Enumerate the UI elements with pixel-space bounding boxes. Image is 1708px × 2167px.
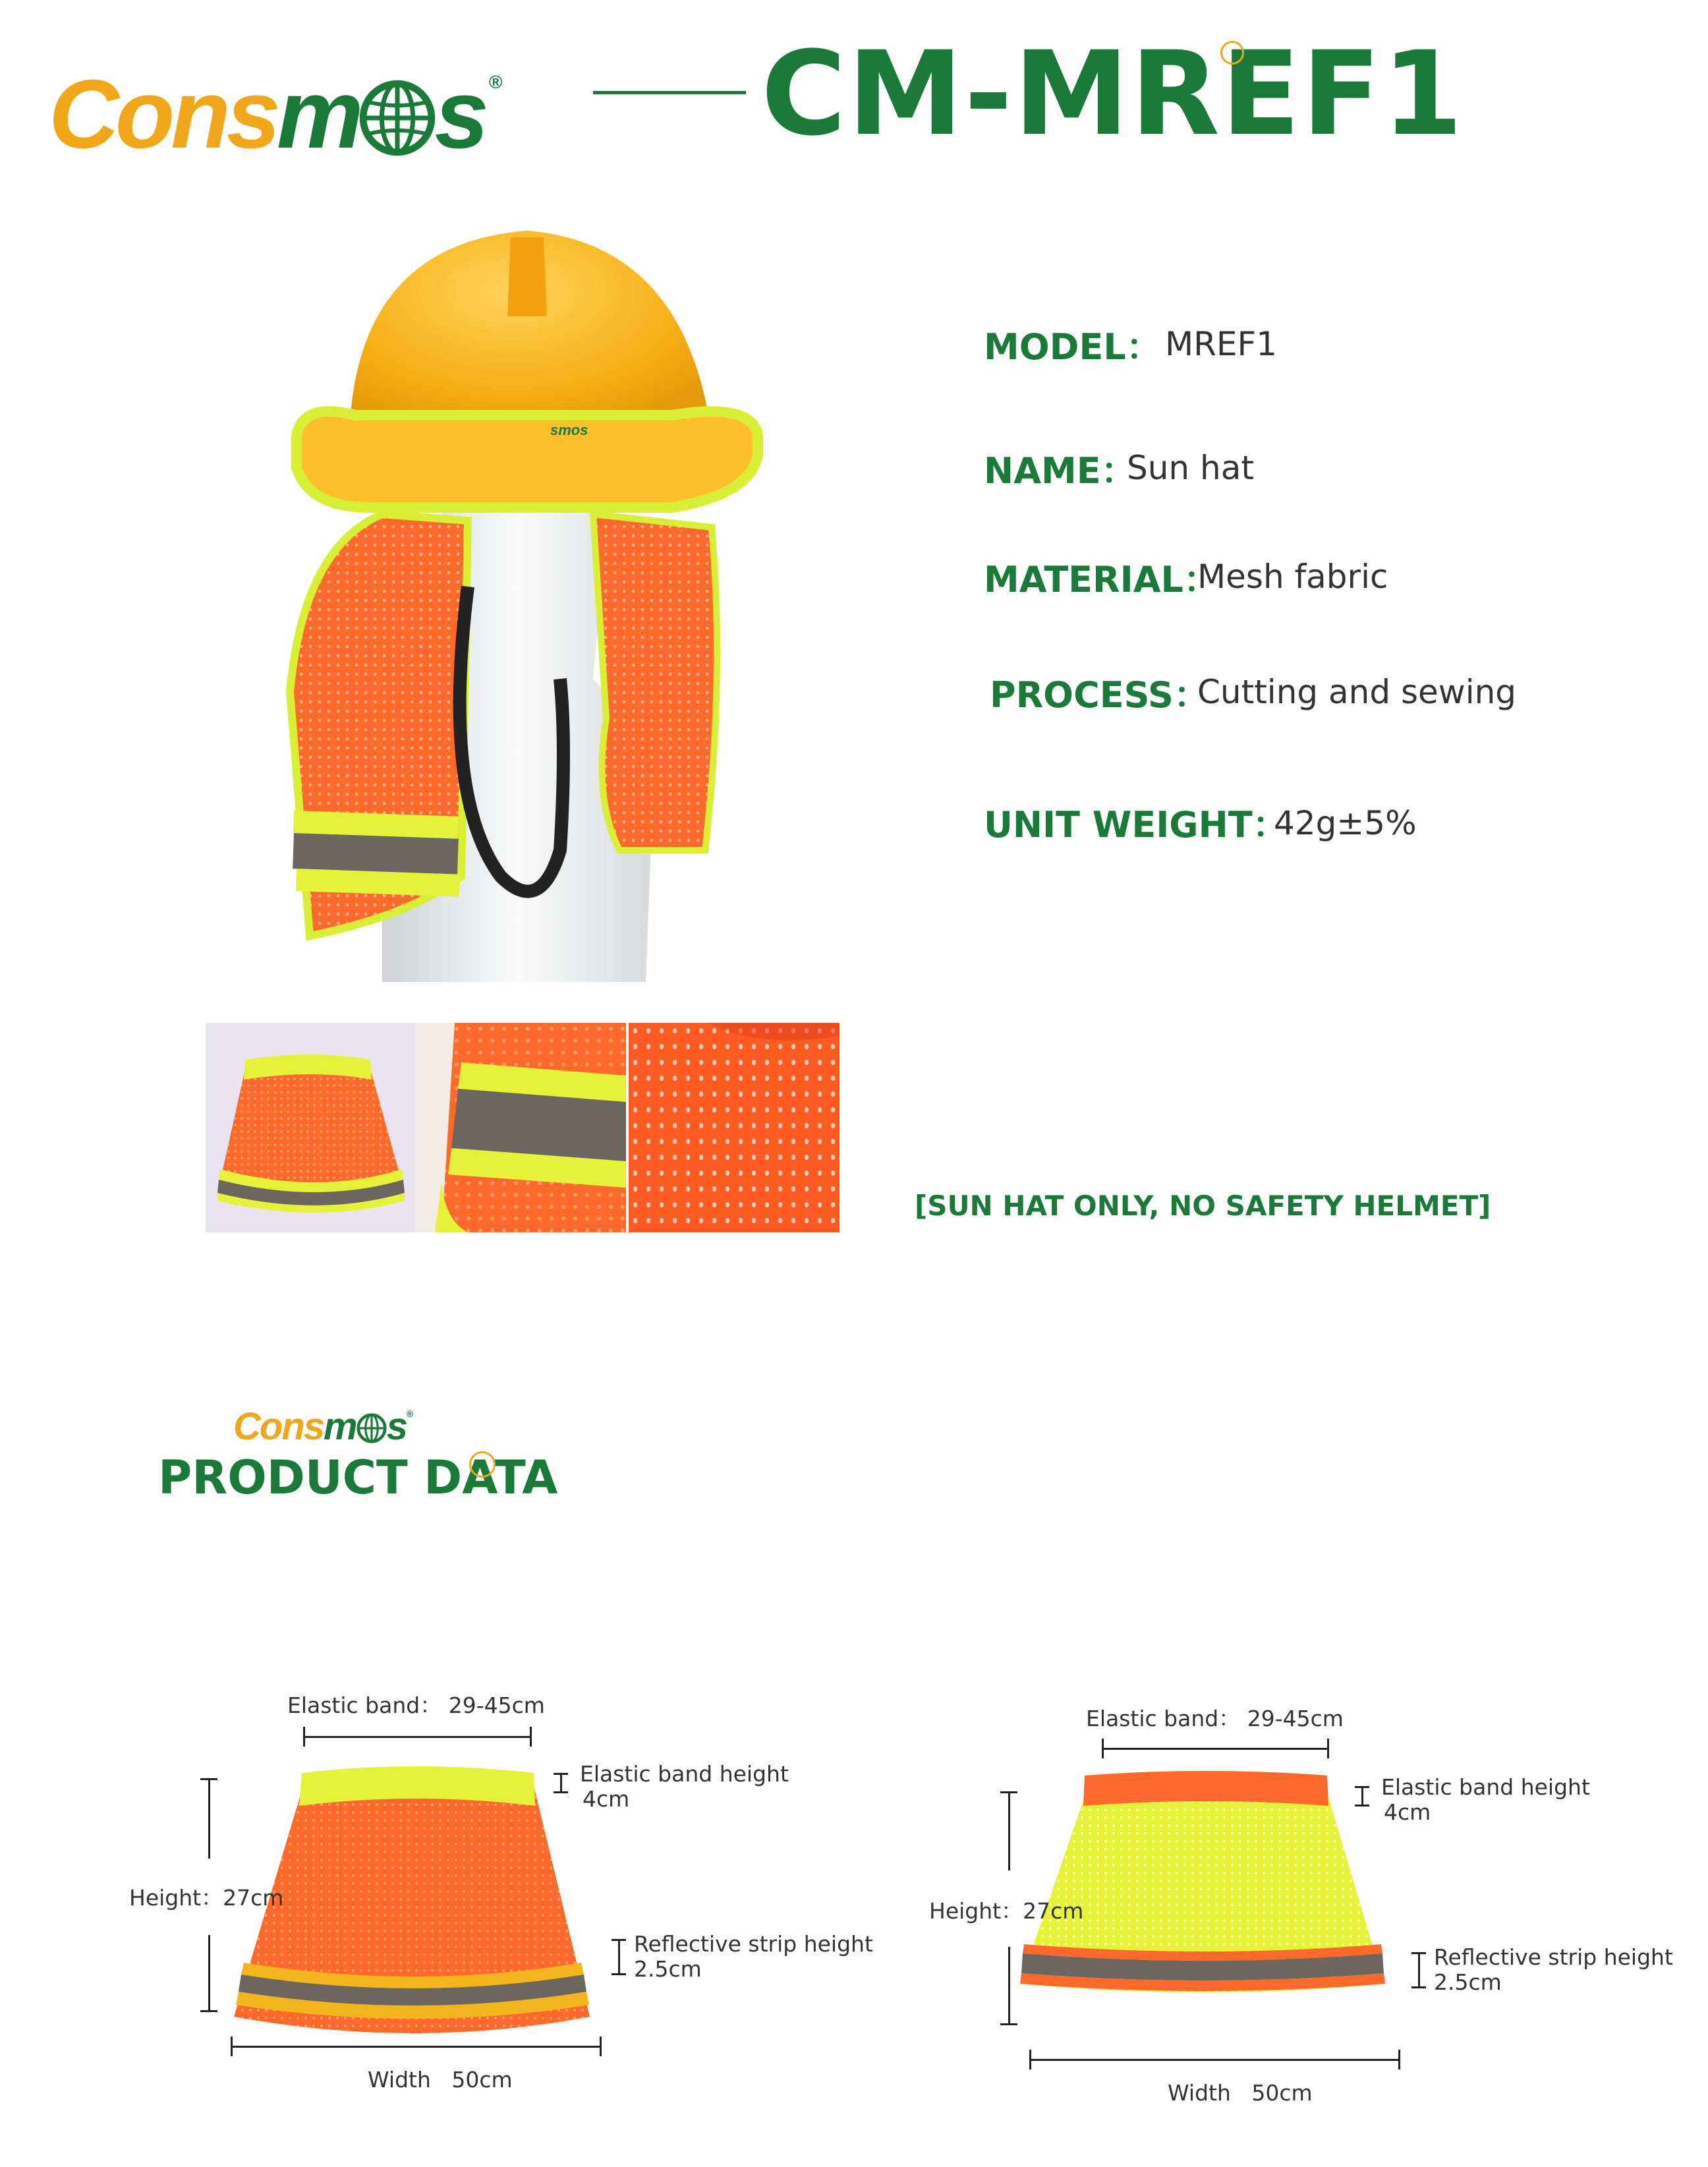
brand-logo-small	[233, 1392, 412, 1449]
brand-logo	[49, 33, 499, 169]
dim-line-height-top	[208, 1778, 210, 1859]
dim-tick	[1355, 1786, 1369, 1788]
dim-line-width	[231, 2046, 601, 2048]
spec-material-label: MATERIAL：	[984, 559, 1219, 600]
dim-width	[1168, 2080, 1313, 2106]
thumbnail-reflective-strip	[415, 1023, 626, 1232]
dim-reflective-label: Reflective strip height	[634, 1931, 873, 1957]
note-sun-hat-only: [SUN HAT ONLY, NO SAFETY HELMET]	[915, 1190, 1491, 1222]
dim-tick	[303, 1727, 305, 1747]
dim-height-value: 27cm	[1023, 1898, 1084, 1924]
dim-bracket	[1418, 1952, 1420, 1988]
section-title-product-data: PRODUCT DATA	[158, 1451, 558, 1505]
dim-bracket	[560, 1773, 562, 1793]
svg-text:smos: smos	[550, 422, 588, 438]
spec-material-value: Mesh fabric	[1197, 558, 1388, 596]
dim-elastic-band-label: Elastic band：	[1086, 1706, 1241, 1731]
brand-logo-small-text-3: s	[386, 1405, 407, 1448]
dim-line-height-bottom	[1008, 1947, 1010, 2025]
dim-tick	[1327, 1739, 1329, 1758]
spec-weight-label: UNIT WEIGHT：	[984, 804, 1288, 846]
dim-width-label: Width	[368, 2067, 431, 2093]
header-divider	[593, 91, 746, 94]
dim-tick	[1398, 2050, 1400, 2069]
product-photo-helmet	[250, 217, 797, 982]
brand-logo-text-2: m	[277, 60, 360, 169]
dim-tick	[200, 1778, 217, 1780]
spec-name-label: NAME：	[984, 450, 1137, 492]
decorative-circle-icon	[1220, 41, 1244, 65]
dim-line-width	[1029, 2059, 1400, 2061]
brand-logo-small-text-1: Cons	[233, 1405, 324, 1448]
dim-width-value: 50cm	[451, 2067, 513, 2093]
globe-icon	[356, 1413, 387, 1443]
dim-reflective-value: 2.5cm	[634, 1956, 702, 1982]
dim-height-label: Height：	[929, 1898, 1023, 1924]
brand-logo-text-3: s	[434, 60, 485, 169]
dim-height	[929, 1898, 1083, 1924]
spec-process-value: Cutting and sewing	[1197, 673, 1517, 711]
dim-tick	[554, 1773, 568, 1775]
dim-tick	[1029, 2050, 1031, 2069]
dim-bracket	[1361, 1786, 1363, 1806]
spec-model-label: MODEL：	[984, 326, 1162, 368]
dim-reflective-label: Reflective strip height	[1434, 1944, 1673, 1970]
dim-width-label: Width	[1168, 2080, 1231, 2106]
dim-tick	[554, 1791, 568, 1793]
brand-logo-text-1: Cons	[49, 60, 277, 169]
spec-model-value: MREF1	[1165, 325, 1278, 363]
spec-name-value: Sun hat	[1127, 449, 1254, 487]
dim-tick	[612, 1939, 626, 1941]
thumbnail-full-product	[206, 1023, 415, 1232]
registered-mark: ®	[488, 72, 499, 92]
spec-process-label: PROCESS：	[990, 674, 1209, 716]
dim-elastic-band	[287, 1692, 545, 1719]
dim-tick	[1102, 1739, 1104, 1758]
dim-tick	[1411, 1952, 1426, 1954]
dim-line-elastic	[303, 1736, 531, 1738]
diagram-sun-hat-yellow	[1015, 1766, 1390, 2004]
globe-icon	[358, 79, 436, 157]
dim-tick	[530, 1727, 532, 1747]
dim-tick	[1411, 1986, 1426, 1988]
dim-elastic-height-label: Elastic band height	[1381, 1774, 1590, 1800]
dim-width	[368, 2067, 513, 2093]
dim-elastic-height-label: Elastic band height	[580, 1761, 789, 1787]
dim-height	[129, 1885, 283, 1911]
dim-height-label: Height：	[129, 1885, 223, 1911]
dim-tick	[231, 2037, 233, 2056]
spec-weight-value: 42g±5%	[1274, 804, 1417, 842]
dim-height-value: 27cm	[223, 1885, 284, 1911]
thumbnail-mesh-closeup	[629, 1023, 840, 1232]
dim-tick	[1000, 1791, 1017, 1793]
page-title: CM-MREF1	[761, 26, 1464, 161]
dim-elastic-height-value: 4cm	[583, 1786, 630, 1812]
dim-elastic-band-label: Elastic band：	[287, 1692, 442, 1718]
diagram-sun-hat-orange	[231, 1753, 600, 2043]
dim-tick	[1355, 1805, 1369, 1806]
dim-tick	[1000, 2023, 1017, 2025]
decorative-circle-icon	[469, 1451, 496, 1478]
dim-tick	[612, 1973, 626, 1975]
dim-tick	[200, 2010, 217, 2012]
dim-elastic-band-value: 29-45cm	[1247, 1706, 1344, 1731]
dim-elastic-band-value: 29-45cm	[448, 1692, 545, 1718]
dim-tick	[600, 2037, 602, 2056]
dim-line-height-top	[1008, 1791, 1010, 1870]
dim-elastic-height-value: 4cm	[1384, 1799, 1431, 1825]
brand-logo-small-text-2: m	[324, 1405, 356, 1448]
dim-width-value: 50cm	[1251, 2080, 1313, 2106]
dim-elastic-band	[1086, 1706, 1344, 1732]
dim-line-height-bottom	[208, 1935, 210, 2011]
dim-reflective-value: 2.5cm	[1434, 1969, 1502, 1995]
dim-line-elastic	[1102, 1748, 1328, 1750]
registered-mark-small: ®	[406, 1408, 413, 1419]
dim-bracket	[618, 1939, 620, 1975]
